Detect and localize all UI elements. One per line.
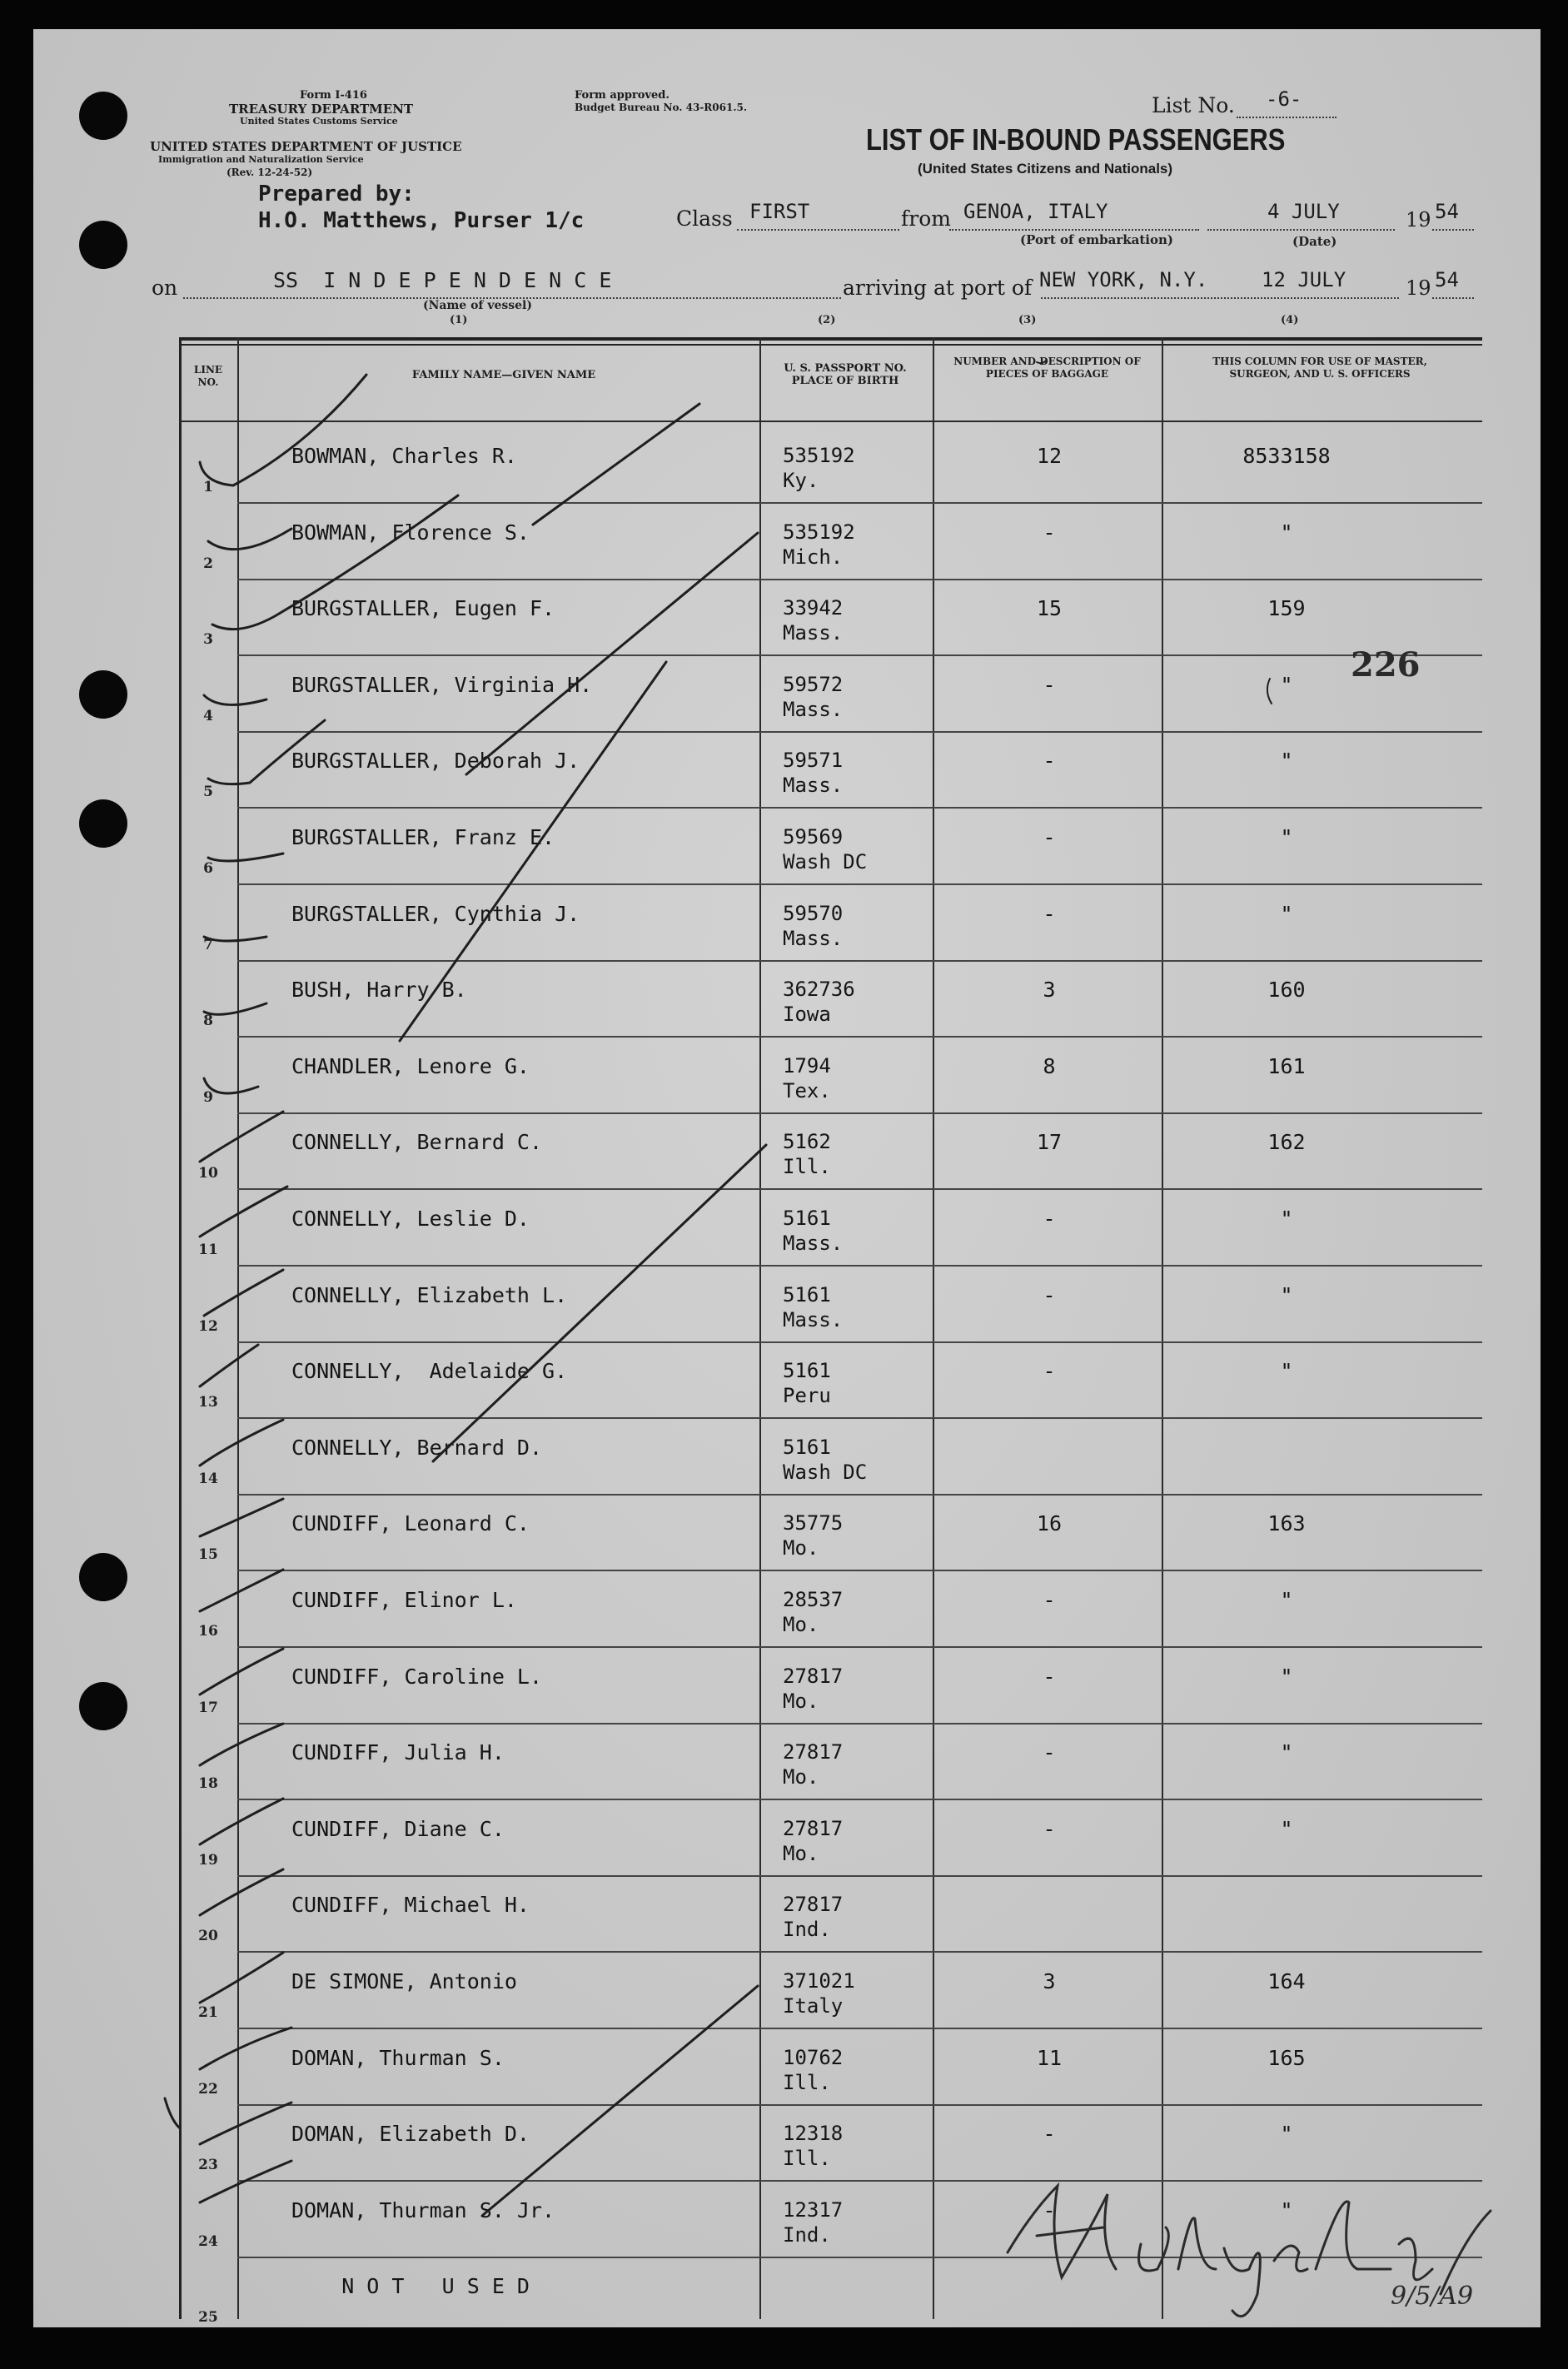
passenger-name: CONNELLY, Bernard C. — [291, 1130, 543, 1155]
check-mark — [200, 2161, 291, 2202]
place-of-birth: Ill. — [783, 2070, 831, 2094]
vessel-caption: (Name of vessel) — [423, 299, 532, 312]
passport-number: 59571 — [783, 749, 844, 773]
passenger-name: BURGSTALLER, Eugen F. — [291, 596, 555, 621]
passenger-name: CUNDIFF, Diane C. — [291, 1816, 505, 1841]
passport-number: 28537 — [783, 1588, 844, 1611]
place-of-birth: Mass. — [783, 697, 844, 721]
place-of-birth: Mo. — [783, 1841, 819, 1865]
baggage-count: - — [1043, 1664, 1056, 1689]
baggage-count: 12 — [1036, 444, 1063, 468]
check-mark — [200, 2103, 291, 2144]
place-of-birth: Wash DC — [783, 1460, 868, 1484]
budget-bureau: Budget Bureau No. 43-R061.5. — [575, 102, 748, 113]
place-of-birth: Tex. — [783, 1078, 831, 1102]
passenger-name: BOWMAN, Florence S. — [291, 520, 530, 545]
check-mark — [200, 1649, 283, 1695]
check-mark — [204, 1003, 266, 1014]
document-page — [33, 29, 1541, 2327]
from-label: from — [901, 207, 951, 231]
header-officers: THIS COLUMN FOR USE OF MASTER, SURGEON, AND U. S. OFFICERS — [1212, 356, 1427, 380]
passport-number: 59570 — [783, 901, 844, 925]
prepared-by-value: H.O. Matthews, Purser 1/c — [258, 208, 585, 233]
check-mark — [200, 1187, 287, 1237]
officer-column: 162 — [1267, 1130, 1306, 1155]
baggage-count: - — [1043, 825, 1056, 849]
check-mark — [212, 495, 458, 630]
pen-tick — [1267, 679, 1272, 704]
passenger-name: CUNDIFF, Leonard C. — [291, 1511, 530, 1536]
officer-column: " — [1280, 1282, 1293, 1307]
check-mark — [200, 1724, 283, 1765]
passport-number: 535192 — [783, 520, 855, 544]
check-mark — [200, 2028, 291, 2069]
baggage-count: - — [1043, 749, 1056, 774]
place-of-birth: Italy — [783, 1994, 844, 2018]
passport-number: 535192 — [783, 444, 855, 467]
passport-number: 5161 — [783, 1435, 831, 1459]
baggage-count: - — [1043, 1588, 1056, 1612]
passport-number: 10762 — [783, 2045, 844, 2069]
passenger-name: CONNELLY, Elizabeth L. — [291, 1282, 568, 1307]
check-mark — [200, 1570, 283, 1611]
check-mark — [200, 1799, 283, 1844]
line-number: 12 — [198, 1317, 218, 1335]
line-number: 6 — [203, 860, 213, 877]
officer-column: " — [1280, 1740, 1293, 1765]
baggage-count: - — [1043, 1740, 1056, 1765]
embarkation-caption: (Port of embarkation) — [1020, 232, 1173, 247]
place-of-birth: Mo. — [783, 1689, 819, 1713]
check-mark — [200, 1345, 258, 1386]
arrive-date: 12 JULY — [1262, 268, 1346, 291]
baggage-count: 15 — [1036, 596, 1063, 621]
passport-number: 12317 — [783, 2197, 844, 2222]
place-of-birth: Mo. — [783, 1536, 819, 1560]
baggage-count: 11 — [1036, 2045, 1063, 2070]
line-number: 2 — [203, 555, 213, 572]
passport-number: 5161 — [783, 1282, 831, 1306]
passenger-name: CUNDIFF, Elinor L. — [291, 1588, 517, 1612]
header-baggage: NUMBER AND DESCRIPTION OF PIECES OF BAGGAGE — [953, 356, 1141, 380]
check-mark — [200, 1112, 283, 1162]
header-line-no: LINE NO. — [193, 364, 223, 388]
line-number: 13 — [198, 1394, 218, 1411]
line-number: 22 — [198, 2080, 218, 2098]
baggage-count: - — [1043, 672, 1056, 697]
baggage-count: - — [1043, 901, 1056, 926]
passenger-name: DOMAN, Elizabeth D. — [291, 2122, 530, 2147]
check-mark — [204, 695, 266, 704]
officer-column: " — [1280, 2197, 1293, 2222]
officer-column: 160 — [1267, 978, 1306, 1003]
place-of-birth: Iowa — [783, 1003, 831, 1027]
class-value: FIRST — [749, 200, 810, 223]
passenger-name: CONNELLY, Adelaide G. — [291, 1359, 568, 1384]
passenger-name: BOWMAN, Charles R. — [291, 444, 517, 468]
on-label: on — [152, 276, 178, 300]
officer-column: " — [1280, 1588, 1293, 1612]
passenger-name: BURGSTALLER, Deborah J. — [291, 749, 580, 774]
passenger-name: BURGSTALLER, Virginia H. — [291, 672, 593, 697]
check-mark — [200, 1499, 283, 1536]
line-number: 3 — [203, 631, 213, 649]
line-number: 11 — [198, 1242, 218, 1258]
strike-line — [433, 1145, 766, 1461]
check-mark — [200, 1869, 283, 1915]
officer-column: " — [1280, 1816, 1293, 1841]
form-subtitle: (United States Citizens and Nationals) — [918, 161, 1173, 177]
place-of-birth: Ill. — [783, 2147, 831, 2171]
strike-line — [533, 404, 699, 525]
officer-column: " — [1280, 672, 1293, 697]
side-number: 226 — [1351, 645, 1421, 684]
passport-number: 371021 — [783, 1969, 855, 1993]
handwritten-marks — [33, 29, 1541, 2327]
line-number: 5 — [203, 784, 213, 801]
baggage-count: - — [1043, 1207, 1056, 1231]
passport-number: 5161 — [783, 1207, 831, 1230]
place-of-birth: Mich. — [783, 545, 844, 569]
check-mark — [204, 937, 266, 941]
baggage-count: - — [1043, 2122, 1056, 2147]
passport-number: 59569 — [783, 825, 844, 849]
vessel-name: SS I N D E P E N D E N C E — [273, 268, 612, 292]
passenger-name: BURGSTALLER, Franz E. — [291, 825, 555, 849]
line-number: 16 — [198, 1623, 218, 1640]
place-of-birth: Peru — [783, 1384, 831, 1408]
date-caption: (Date) — [1292, 234, 1337, 249]
officer-column: " — [1280, 1207, 1293, 1231]
form-revision: (Rev. 12-24-52) — [226, 167, 313, 178]
officer-column: " — [1280, 520, 1293, 545]
baggage-count: 8 — [1043, 1053, 1056, 1078]
col-num-1: (1) — [450, 314, 468, 326]
class-label: Class — [676, 207, 733, 231]
place-of-birth: Ky. — [783, 469, 819, 492]
passenger-name: CUNDIFF, Caroline L. — [291, 1664, 543, 1689]
passport-number: 362736 — [783, 978, 855, 1002]
officer-column: 163 — [1267, 1511, 1306, 1536]
from-value: GENOA, ITALY — [963, 200, 1108, 223]
baggage-count: 16 — [1036, 1511, 1063, 1536]
strike-line — [483, 1986, 758, 2215]
form-number: Form I-416 — [300, 89, 367, 102]
year-prefix-2: 19 — [1406, 276, 1431, 300]
passport-number: 5161 — [783, 1359, 831, 1383]
line-number: 20 — [198, 1928, 218, 1945]
check-mark — [208, 529, 291, 550]
passport-number: 27817 — [783, 1664, 844, 1688]
pen-tick — [1037, 361, 1046, 363]
place-of-birth: Mass. — [783, 926, 844, 950]
signature-note: 9/5/A9 — [1391, 2282, 1474, 2311]
baggage-count: 17 — [1036, 1130, 1063, 1155]
check-mark — [200, 1953, 283, 2003]
port-value: NEW YORK, N.Y. — [1039, 268, 1208, 291]
officer-column: " — [1280, 901, 1293, 926]
passenger-name: CUNDIFF, Julia H. — [291, 1740, 505, 1765]
year-prefix: 19 — [1406, 208, 1431, 231]
baggage-count: 3 — [1043, 978, 1056, 1003]
arriving-label: arriving at port of — [843, 276, 1033, 300]
header-name: FAMILY NAME—GIVEN NAME — [411, 369, 596, 381]
year-value-2: 54 — [1435, 268, 1459, 291]
passenger-name: DOMAN, Thurman S. Jr. — [291, 2197, 555, 2222]
passenger-name: BUSH, Harry B. — [291, 978, 467, 1003]
officer-column: 165 — [1267, 2045, 1306, 2070]
check-mark — [208, 854, 283, 861]
line-number: 24 — [198, 2232, 218, 2250]
officer-column: " — [1280, 1664, 1293, 1689]
agency-ins: Immigration and Naturalization Service — [158, 154, 364, 165]
passenger-name: BURGSTALLER, Cynthia J. — [291, 901, 580, 926]
passenger-name: DOMAN, Thurman S. — [291, 2045, 505, 2070]
passport-number: 33942 — [783, 596, 844, 620]
place-of-birth: Ill. — [783, 1155, 831, 1179]
form-title: LIST OF IN-BOUND PASSENGERS — [866, 122, 1286, 157]
col-num-2: (2) — [818, 314, 836, 326]
agency-justice: UNITED STATES DEPARTMENT OF JUSTICE — [150, 139, 462, 154]
baggage-count: - — [1043, 1816, 1056, 1841]
place-of-birth: Mass. — [783, 1232, 844, 1255]
passenger-name: DE SIMONE, Antonio — [291, 1969, 517, 1993]
passport-number: 27817 — [783, 1893, 844, 1917]
check-mark — [200, 1420, 283, 1466]
line-number: 23 — [198, 2157, 218, 2174]
baggage-count: 3 — [1043, 1969, 1056, 1993]
passport-number: 27817 — [783, 1816, 844, 1840]
passport-number: 5162 — [783, 1130, 831, 1154]
passport-number: 35775 — [783, 1511, 844, 1535]
baggage-count: - — [1043, 1282, 1056, 1307]
line-number: 15 — [198, 1546, 218, 1564]
place-of-birth: Mo. — [783, 1613, 819, 1636]
check-mark — [204, 1078, 258, 1093]
officer-column: " — [1280, 825, 1293, 849]
line-number: 14 — [198, 1470, 218, 1487]
check-mark — [204, 1270, 283, 1316]
officer-column: " — [1280, 1359, 1293, 1384]
check-mark — [200, 375, 366, 485]
place-of-birth: Mass. — [783, 621, 844, 645]
line-number: 10 — [198, 1165, 218, 1182]
baggage-count: - — [1043, 2197, 1056, 2222]
baggage-count: - — [1043, 520, 1056, 545]
place-of-birth: Ind. — [783, 2222, 831, 2247]
date-value: 4 JULY — [1267, 200, 1340, 223]
line-number: 8 — [203, 1013, 213, 1030]
officer-column: " — [1280, 749, 1293, 774]
list-no-value: -6- — [1266, 87, 1302, 111]
passport-number: 27817 — [783, 1740, 844, 1764]
line-number: 19 — [198, 1851, 218, 1869]
passenger-name: CHANDLER, Lenore G. — [291, 1053, 530, 1078]
baggage-count: - — [1043, 1359, 1056, 1384]
officer-column: 164 — [1267, 1969, 1306, 1993]
place-of-birth: Wash DC — [783, 850, 868, 873]
line-number: 7 — [203, 936, 213, 953]
passenger-name: CONNELLY, Leslie D. — [291, 1207, 530, 1231]
list-no-label: List No. — [1152, 93, 1235, 117]
passport-number: 59572 — [783, 672, 844, 696]
year-value: 54 — [1435, 200, 1459, 223]
check-mark — [165, 2098, 179, 2128]
line-number: 25 — [198, 2309, 218, 2327]
line-number: 18 — [198, 1775, 218, 1793]
officer-column: 161 — [1267, 1053, 1306, 1078]
prepared-by-label: Prepared by: — [258, 182, 415, 207]
line-number: 17 — [198, 1699, 218, 1716]
place-of-birth: Mass. — [783, 774, 844, 798]
col-num-4: (4) — [1281, 314, 1299, 326]
passenger-name: N O T U S E D — [291, 2274, 530, 2299]
passenger-name: CUNDIFF, Michael H. — [291, 1893, 530, 1918]
form-approved: Form approved. — [575, 89, 670, 102]
check-mark — [208, 720, 325, 784]
passenger-name: CONNELLY, Bernard D. — [291, 1435, 543, 1460]
col-num-3: (3) — [1018, 314, 1037, 326]
line-number: 4 — [203, 707, 213, 724]
officer-column: 159 — [1267, 596, 1306, 621]
agency-treasury: TREASURY DEPARTMENT — [229, 102, 414, 117]
place-of-birth: Ind. — [783, 1918, 831, 1942]
officer-column: " — [1280, 2122, 1293, 2147]
officer-column: 8533158 — [1242, 444, 1331, 468]
place-of-birth: Mo. — [783, 1765, 819, 1789]
agency-customs: United States Customs Service — [240, 116, 398, 127]
passport-number: 1794 — [783, 1053, 831, 1077]
line-number: 21 — [198, 2004, 218, 2021]
line-number: 9 — [203, 1088, 213, 1106]
passport-number: 12318 — [783, 2122, 844, 2146]
line-number: 1 — [203, 479, 213, 495]
header-passport: U. S. PASSPORT NO. PLACE OF BIRTH — [784, 362, 907, 387]
place-of-birth: Mass. — [783, 1307, 844, 1331]
